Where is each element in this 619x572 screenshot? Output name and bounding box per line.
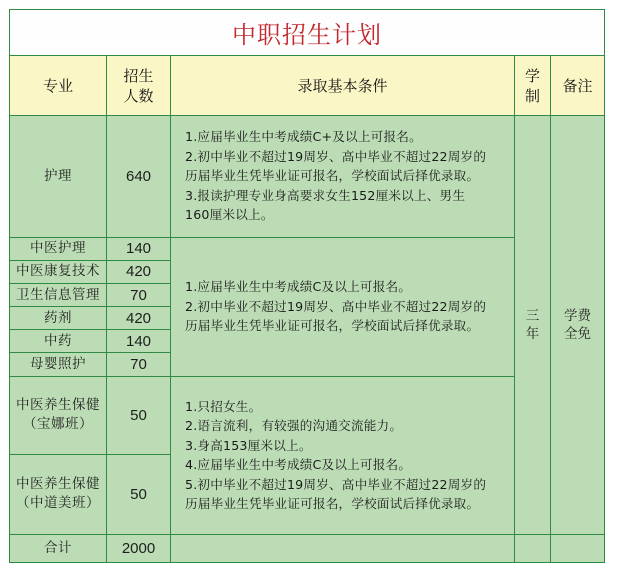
condition-line: 1.应届毕业生中考成绩C+及以上可报名。: [185, 129, 422, 145]
header-conditions: 录取基本条件: [171, 56, 515, 115]
duration-cell: [515, 115, 551, 534]
conditions-cell: [171, 115, 515, 237]
header-duration-line2: 制: [524, 86, 540, 105]
enrollment-plan-sheet: [9, 9, 604, 563]
remarks-cell: [551, 115, 605, 534]
major-cell: 母婴照护: [10, 353, 107, 376]
condition-line: 历届毕业生凭毕业证可报名，学校面试后择优录取。: [185, 168, 480, 184]
header-enroll-line1: 招生: [123, 66, 154, 85]
condition-line: 3.报读护理专业身高要求女生152厘米以上、男生: [185, 187, 466, 203]
remarks-line1: 学费: [564, 307, 592, 324]
header-enroll-line2: 人数: [123, 86, 154, 105]
condition-line: 3.身高153厘米以上。: [185, 437, 312, 453]
total-remarks-empty: [551, 534, 605, 562]
count-cell: 50: [107, 455, 171, 535]
major-cell: 中医护理: [10, 237, 107, 260]
enrollment-plan-table: [9, 9, 605, 563]
header-remarks: 备注: [551, 56, 605, 115]
major-cell: 药剂: [10, 307, 107, 330]
condition-line: 2.语言流利，有较强的沟通交流能力。: [185, 418, 403, 434]
duration-line1: 三: [525, 307, 540, 324]
condition-line: 5.初中毕业不超过19周岁、高中毕业不超过22周岁的: [185, 476, 487, 492]
conditions-cell: [171, 376, 515, 534]
total-duration-empty: [515, 534, 551, 562]
total-conditions-empty: [171, 534, 515, 562]
count-cell: 640: [107, 115, 171, 237]
conditions-cell: [171, 237, 515, 376]
count-cell: 140: [107, 237, 171, 260]
header-row: [10, 56, 605, 115]
major-line2: （宝娜班）: [23, 416, 93, 433]
table-row: [10, 115, 605, 237]
table-title: 中职招生计划: [10, 10, 605, 56]
major-cell: [10, 455, 107, 535]
condition-line: 历届毕业生凭毕业证可报名，学校面试后择优录取。: [185, 496, 480, 512]
major-line2: （中道美班）: [16, 495, 100, 512]
header-duration: [515, 56, 551, 115]
count-cell: 420: [107, 307, 171, 330]
header-major: 专业: [10, 56, 107, 115]
title-row: [10, 10, 605, 56]
count-cell: 50: [107, 376, 171, 455]
count-cell: 140: [107, 330, 171, 353]
header-duration-line1: 学: [524, 66, 540, 85]
duration-line2: 年: [525, 325, 540, 342]
condition-line: 4.应届毕业生中考成绩C及以上可报名。: [185, 457, 412, 473]
condition-line: 160厘米以上。: [185, 207, 274, 223]
condition-line: 1.只招女生。: [185, 398, 262, 414]
major-cell: 中医康复技术: [10, 260, 107, 283]
total-count: 2000: [107, 534, 171, 562]
major-line1: 中医养生保健: [16, 397, 100, 414]
count-cell: 70: [107, 283, 171, 306]
major-cell: 卫生信息管理: [10, 283, 107, 306]
major-cell: 中药: [10, 330, 107, 353]
major-cell: 护理: [10, 115, 107, 237]
count-cell: 420: [107, 260, 171, 283]
count-cell: 70: [107, 353, 171, 376]
remarks-line2: 全免: [564, 325, 592, 342]
major-cell: [10, 376, 107, 455]
condition-line: 1.应届毕业生中考成绩C及以上可报名。: [185, 279, 412, 295]
condition-line: 2.初中毕业不超过19周岁、高中毕业不超过22周岁的: [185, 298, 487, 314]
total-label: 合计: [10, 534, 107, 562]
condition-line: 2.初中毕业不超过19周岁、高中毕业不超过22周岁的: [185, 148, 487, 164]
condition-line: 历届毕业生凭毕业证可报名，学校面试后择优录取。: [185, 318, 480, 334]
total-row: [10, 534, 605, 562]
major-line1: 中医养生保健: [16, 476, 100, 493]
header-enroll-count: [107, 56, 171, 115]
